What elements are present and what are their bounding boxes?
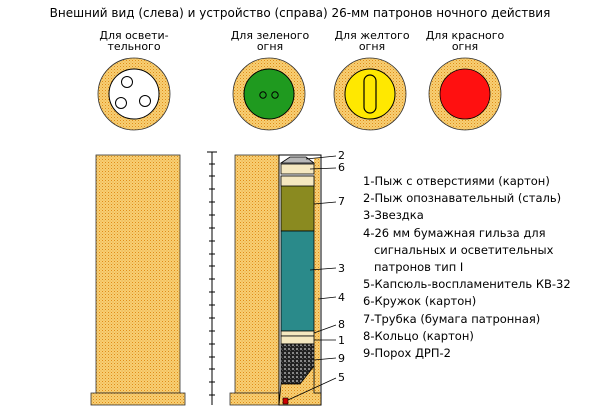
legend-item: 1-Пыж с отверстиями (картон) [363, 174, 550, 188]
callout-9: 9 [338, 352, 345, 365]
diagram-title: Внешний вид (слева) и устройство (справа) 26-мм патронов ночного действия [49, 6, 551, 20]
callout-5: 5 [338, 371, 345, 384]
legend-item: 5-Капсюль-воспламенитель КВ-32 [363, 277, 571, 292]
external-view-cartridge [91, 155, 185, 405]
callout-numbers [338, 149, 345, 384]
legend-item: 4-26 мм бумажная гильза для [363, 225, 546, 240]
top-view-illumination [98, 58, 170, 130]
caption-yellow: Для желтого огня [334, 29, 410, 53]
caption-illumination: Для освети- тельного [99, 29, 169, 53]
sectional-view-cartridge [230, 155, 321, 405]
legend-item: 8-Кольцо (картон) [363, 328, 474, 343]
legend-item: сигнальных и осветительных [363, 242, 554, 257]
callout-4: 4 [338, 291, 345, 304]
callout-7: 7 [338, 195, 345, 208]
callout-1: 1 [338, 334, 345, 347]
callout-2: 2 [338, 149, 345, 162]
scale-ruler [207, 152, 217, 405]
legend-item: 2-Пыж опознавательный (сталь) [363, 191, 562, 206]
caption-green: Для зеленого огня [230, 29, 310, 53]
caption-red: Для красного огня [425, 29, 505, 53]
callout-3: 3 [338, 262, 345, 275]
legend [363, 173, 571, 362]
top-view-red [429, 58, 501, 130]
legend-item: 9-Порох ДРП-2 [363, 346, 451, 361]
callout-6: 6 [338, 161, 345, 174]
legend-item: патронов тип I [363, 260, 464, 275]
legend-item: 7-Трубка (бумага патронная) [363, 311, 541, 326]
legend-item: 3-Звездка [363, 208, 424, 223]
callout-8: 8 [338, 318, 345, 331]
top-view-yellow [334, 58, 406, 130]
top-view-green [233, 58, 305, 130]
legend-item: 6-Кружок (картон) [363, 294, 477, 309]
